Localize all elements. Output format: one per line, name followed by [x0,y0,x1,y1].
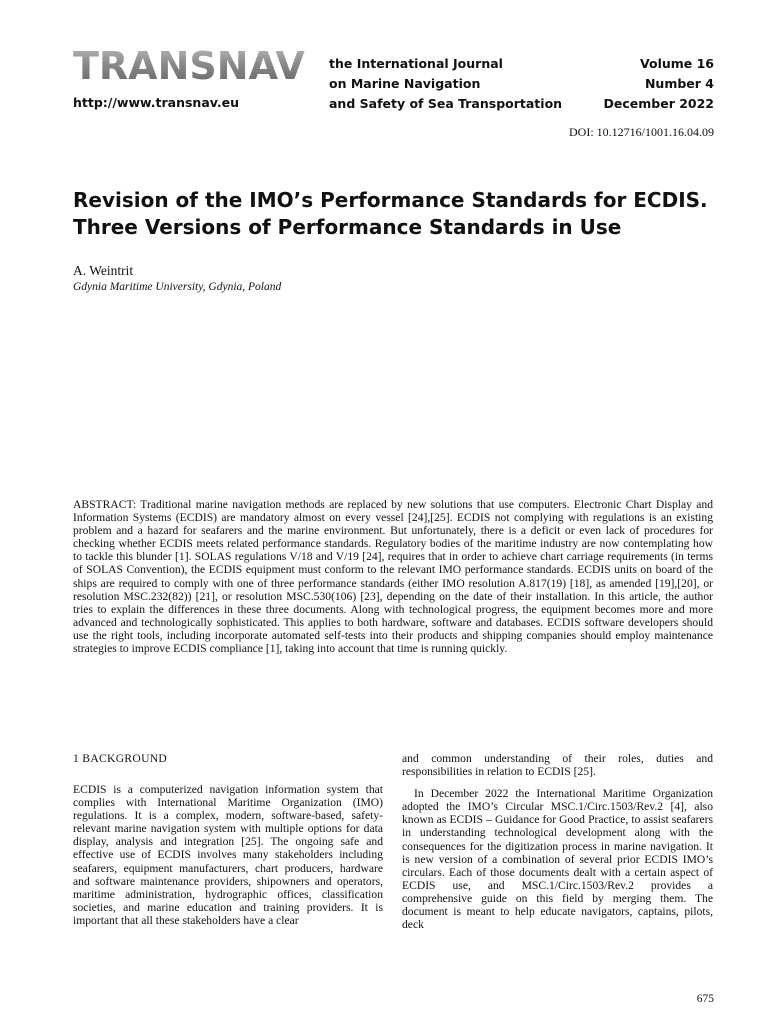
left-column [73,752,383,927]
author-affiliation: Gdynia Maritime University, Gdynia, Poland [73,281,282,293]
body-paragraph: ECDIS is a computerized navigation information system that complies with International Maritime Organization (IMO) regulations. It is a complex, modern, software-based, safety-relevant marine navigation system with multiple options for data display, analysis and integration [25]. The ongoing safe and effective use of ECDIS involves many stakeholders including seafarers, equipment manufacturers, chart producers, hardware and software maintenance providers, shipowners and operators, maritime administration, hydrographic offices, classification societies, and marine education and training providers. It is important that all these stakeholders have a clear [73,783,383,927]
journal-logo: TRANSNAV [73,40,305,92]
journal-name-line-1: the International Journal [329,56,503,71]
journal-url[interactable]: http://www.transnav.eu [73,95,240,110]
right-column [402,752,713,931]
issue-date: December 2022 [603,96,714,111]
journal-name [329,54,569,114]
volume: Volume 16 [639,56,714,71]
abstract: ABSTRACT: Traditional marine navigation methods are replaced by new solutions that use computers. Electronic Chart Display and Information Systems (ECDIS) are mandatory almost on every vessel [24],[25]. ECDIS not complying with regulations is an existing problem and a hazard for seafarers and the marine environment. But unfortunately, there is a deficit or even lack of procedures for checking whether ECDIS meets related performance standards. Regulatory bodies of the maritime industry are now contemplating how to tackle this blunder [1]. SOLAS regulations V/18 and V/19 [24], requires that in order to achieve chart carriage requirements (in terms of SOLAS Convention), the ECDIS equipment must conform to the relevant IMO performance standards. ECDIS units on board of the ships are required to comply with one of three performance standards (either IMO resolution A.817(19) [18], as amended [19],[20], or resolution MSC.232(82)) [21], or resolution MSC.530(106) [23], depending on the date of their installation. In this article, the author tries to explain the differences in these three documents. Along with technological progress, the equipment becomes more and more advanced and technologically sophisticated. This applies to both hardware, software and databases. ECDIS software developers should use the right tools, including incorporate automated self-tests into their products and shipping companies should employ maintenance strategies to improve ECDIS compliance [1], taking into account that time is running quickly. [73,498,713,656]
body-paragraph: and common understanding of their roles, duties and responsibilities in relation to ECDIS [25]. [402,752,713,779]
issue-number: Number 4 [644,76,714,91]
page-number: 675 [696,993,714,1005]
journal-name-line-2: on Marine Navigation [329,76,481,91]
article-title: Revision of the IMO’s Performance Standards for ECDIS. Three Versions of Performance Standards in Use [73,188,708,239]
body-paragraph: In December 2022 the International Maritime Organization adopted the IMO’s Circular MSC.1/Circ.1503/Rev.2 [4], also known as ECDIS – Guidance for Good Practice, to assist seafarers in understanding technological development along with the consequences for the digitization process in marine navigation. It is new version of a combination of several prior ECDIS IMO’s circulars. Each of those documents dealt with a certain aspect of ECDIS use, and MSC.1/Circ.1503/Rev.2 provides a comprehensive guide on this field by merging them. The document is meant to help educate navigators, captains, pilots, deck [402,787,713,932]
author-name: A. Weintrit [73,263,134,278]
doi[interactable]: DOI: 10.12716/1001.16.04.09 [569,125,714,139]
issue-info [604,54,715,114]
section-heading: 1 BACKGROUND [73,752,168,765]
journal-name-line-3: and Safety of Sea Transportation [329,96,563,111]
